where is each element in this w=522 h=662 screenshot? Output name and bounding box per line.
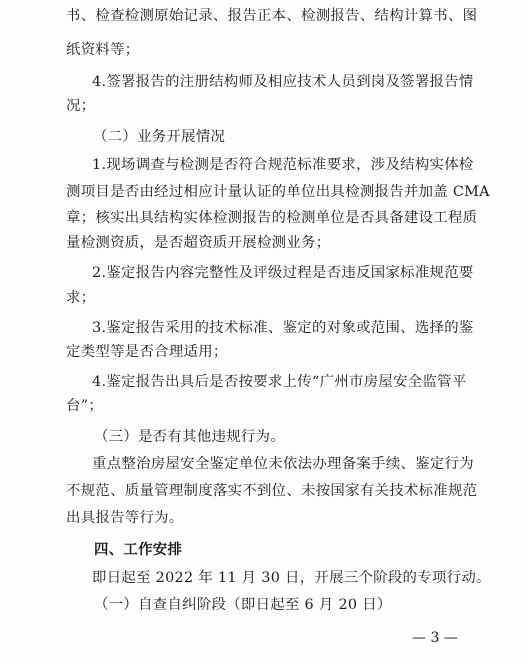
text-line-19: 出具报告等行为。 — [66, 510, 184, 526]
section-heading-4: 四、工作安排 — [94, 542, 183, 558]
text-line-21: 即日起至 2022 年 11 月 30 日，开展三个阶段的专项行动。 — [92, 570, 491, 586]
text-line-18: 不规范、质量管理制度落实不到位、未按国家有关技术标准规范 — [66, 483, 478, 499]
text-line-15: 台”； — [66, 398, 104, 414]
text-line-6: 1.现场调查与检测是否符合规范标准要求，涉及结构实体检 — [92, 157, 474, 173]
text-line-3: 4.签署报告的注册结构师及相应技术人员到岗及签署报告情 — [92, 74, 474, 90]
text-line-11: 求； — [66, 290, 96, 306]
text-line-9: 量检测资质，是否超资质开展检测业务； — [66, 235, 331, 251]
section-heading-2: （二）业务开展情况 — [93, 129, 226, 145]
text-line-13: 定类型等是否合理适用； — [66, 344, 228, 360]
text-line-14: 4.鉴定报告出具后是否按要求上传“广州市房屋安全监管平 — [92, 374, 467, 390]
text-line-8: 章；核实出具结构实体检测报告的检测单位是否具备建设工程质 — [66, 210, 478, 226]
text-line-1: 书、检查检测原始记录、报告正本、检测报告、结构计算书、图 — [66, 8, 478, 24]
text-line-17: 重点整治房屋安全鉴定单位未依法办理备案手续、鉴定行为 — [92, 456, 474, 472]
text-line-10: 2.鉴定报告内容完整性及评级过程是否违反国家标准规范要 — [92, 265, 474, 281]
subsection-heading: （一）自查自纠阶段（即日起至 6 月 20 日） — [94, 597, 392, 613]
page-number: — 3 — — [412, 630, 458, 646]
text-line-7: 测项目是否由经过相应计量认证的单位出具检测报告并加盖 CMA — [66, 184, 490, 200]
text-line-4: 况； — [66, 98, 96, 114]
text-line-2: 纸资料等； — [66, 42, 140, 58]
text-line-12: 3.鉴定报告采用的技术标准、鉴定的对象或范围、选择的鉴 — [92, 320, 474, 336]
section-heading-3: （三）是否有其他违规行为。 — [94, 429, 285, 445]
